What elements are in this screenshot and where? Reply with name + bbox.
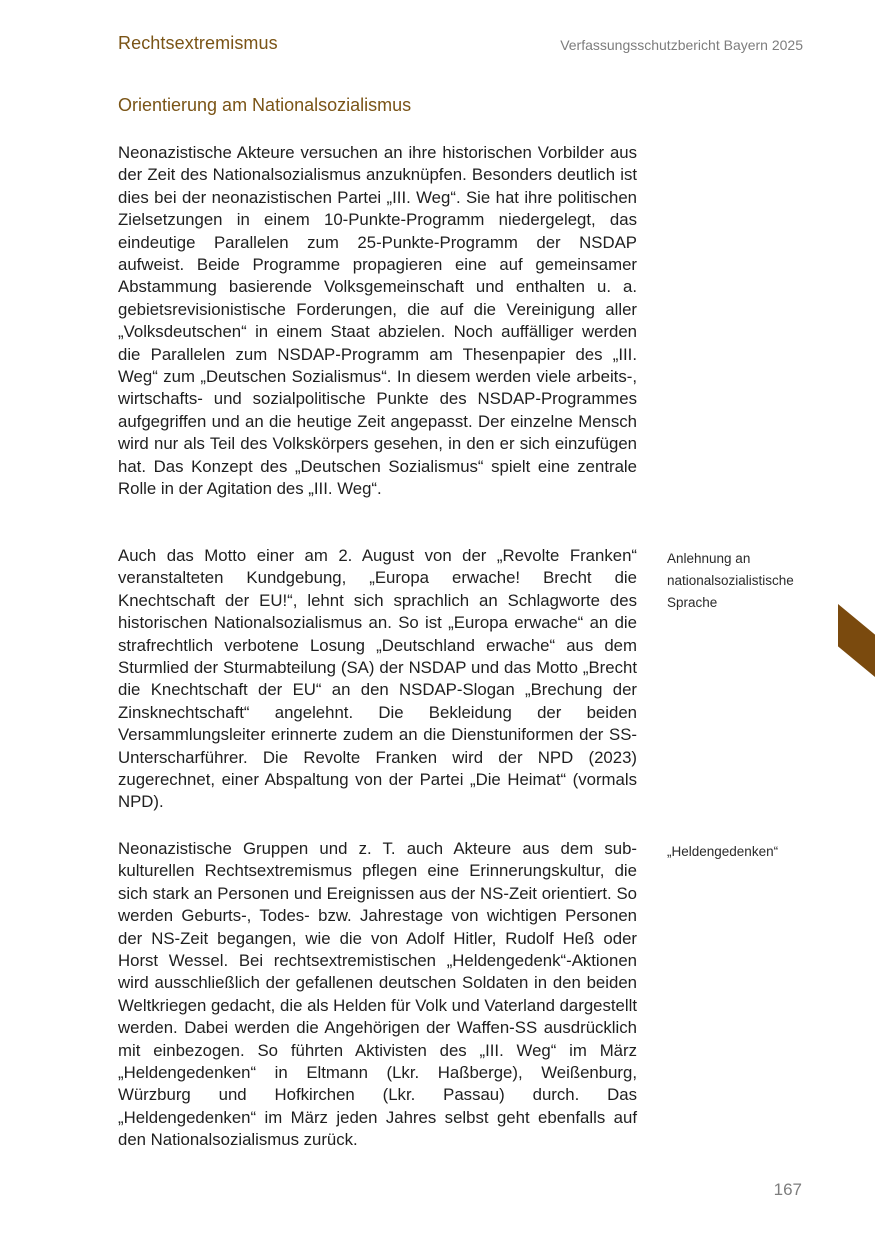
running-header-publication: Verfassungsschutzbericht Bayern 2025 <box>560 37 803 53</box>
body-paragraph: Neonazistische Gruppen und z. T. auch Akteure aus dem subkulturellen Rechtsextremismus pflegen eine Erinnerungskultur, die sich stark an Personen und Ereignissen aus der NS-Zeit orientiert. So werden Geburts-, Todes- bzw. Jahrestage von wichtigen Personen der NS-Zeit begangen, wie die von Adolf Hitler, Rudolf Heß oder Horst Wessel. Bei rechtsextremistischen „Heldengedenk“-Aktionen wird ausschließlich der gefallenen deutschen Soldaten in den beiden Weltkriegen gedacht, die als Helden für Volk und Vaterland dargestellt werden. Dabei werden die Angehörigen der Waffen-SS ausdrücklich mit einbezogen. So führten Aktivisten des „III. Weg“ im März „Heldengedenken“ in Eltmann (Lkr. Haßberge), Weißenburg, Würzburg und Hofkirchen (Lkr. Passau) durch. Das „Heldengedenken“ im März jeden Jahres selbst geht ebenfalls auf den Nationalsozialismus zurück. <box>118 839 637 1150</box>
chapter-tab-marker <box>838 604 875 677</box>
running-header-chapter: Rechtsextremismus <box>118 33 278 53</box>
section-title: Orientierung am Nationalsozialismus <box>118 95 412 115</box>
margin-note: „Heldengedenken“ <box>667 844 779 859</box>
margin-note: Anlehnung an nationalsozialistische Sprache <box>667 551 794 610</box>
body-paragraph: Auch das Motto einer am 2. August von der „Revolte Franken“ veranstalteten Kundgebung, „Europa erwache! Brecht die Knechtschaft der EU!“, lehnt sich sprachlich an Schlagworte des historischen Nationalsozialismus an. So ist „Europa erwache“ an die strafrechtlich verbotene Losung „Deutschland erwache“ aus dem Sturmlied der Sturmabteilung (SA) der NSDAP und das Motto „Brecht die Knechtschaft der EU“ an den NSDAP-Slogan „Brechung der Zinsknechtschaft“ angelehnt. Die Bekleidung der beiden Versammlungsleiter erinnerte zudem an die Dienstuniformen der SS-Unterscharführer. Die Revolte Franken wird der NPD (2023) zugerechnet, einer Abspaltung von der Partei „Die Heimat“ (vormals NPD). <box>118 546 637 812</box>
body-paragraph: Neonazistische Akteure versuchen an ihre historischen Vorbilder aus der Zeit des Nationalsozialismus anzuknüpfen. Besonders deutlich ist dies bei der neonazistischen Partei „III. Weg“. Sie hat ihre politischen Zielsetzungen in einem 10-Punkte-Programm niedergelegt, das eindeutige Parallelen zum 25-Punkte-Programm der NSDAP aufweist. Beide Programme propagieren eine auf gemeinsamer Abstammung basierende Volksgemeinschaft und enthalten u. a. gebietsrevisionistische Forderungen, die auf die Vereinigung aller „Volksdeutschen“ in einem Staat abzielen. Noch auffälliger werden die Parallelen zum NSDAP-Programm am Thesenpapier des „III. Weg“ zum „Deutschen Sozialismus“. In diesem werden viele arbeits-, wirtschafts- und sozialpolitische Punkte des NSDAP-Programmes aufgegriffen und an die heutige Zeit angepasst. Der einzelne Mensch wird nur als Teil des Volkskörpers gesehen, in den er sich einzufügen hat. Das Konzept des „Deutschen Sozialismus“ spielt eine zentrale Rolle in der Agitation des „III. Weg“. <box>118 143 637 499</box>
page-number: 167 <box>773 1180 802 1199</box>
